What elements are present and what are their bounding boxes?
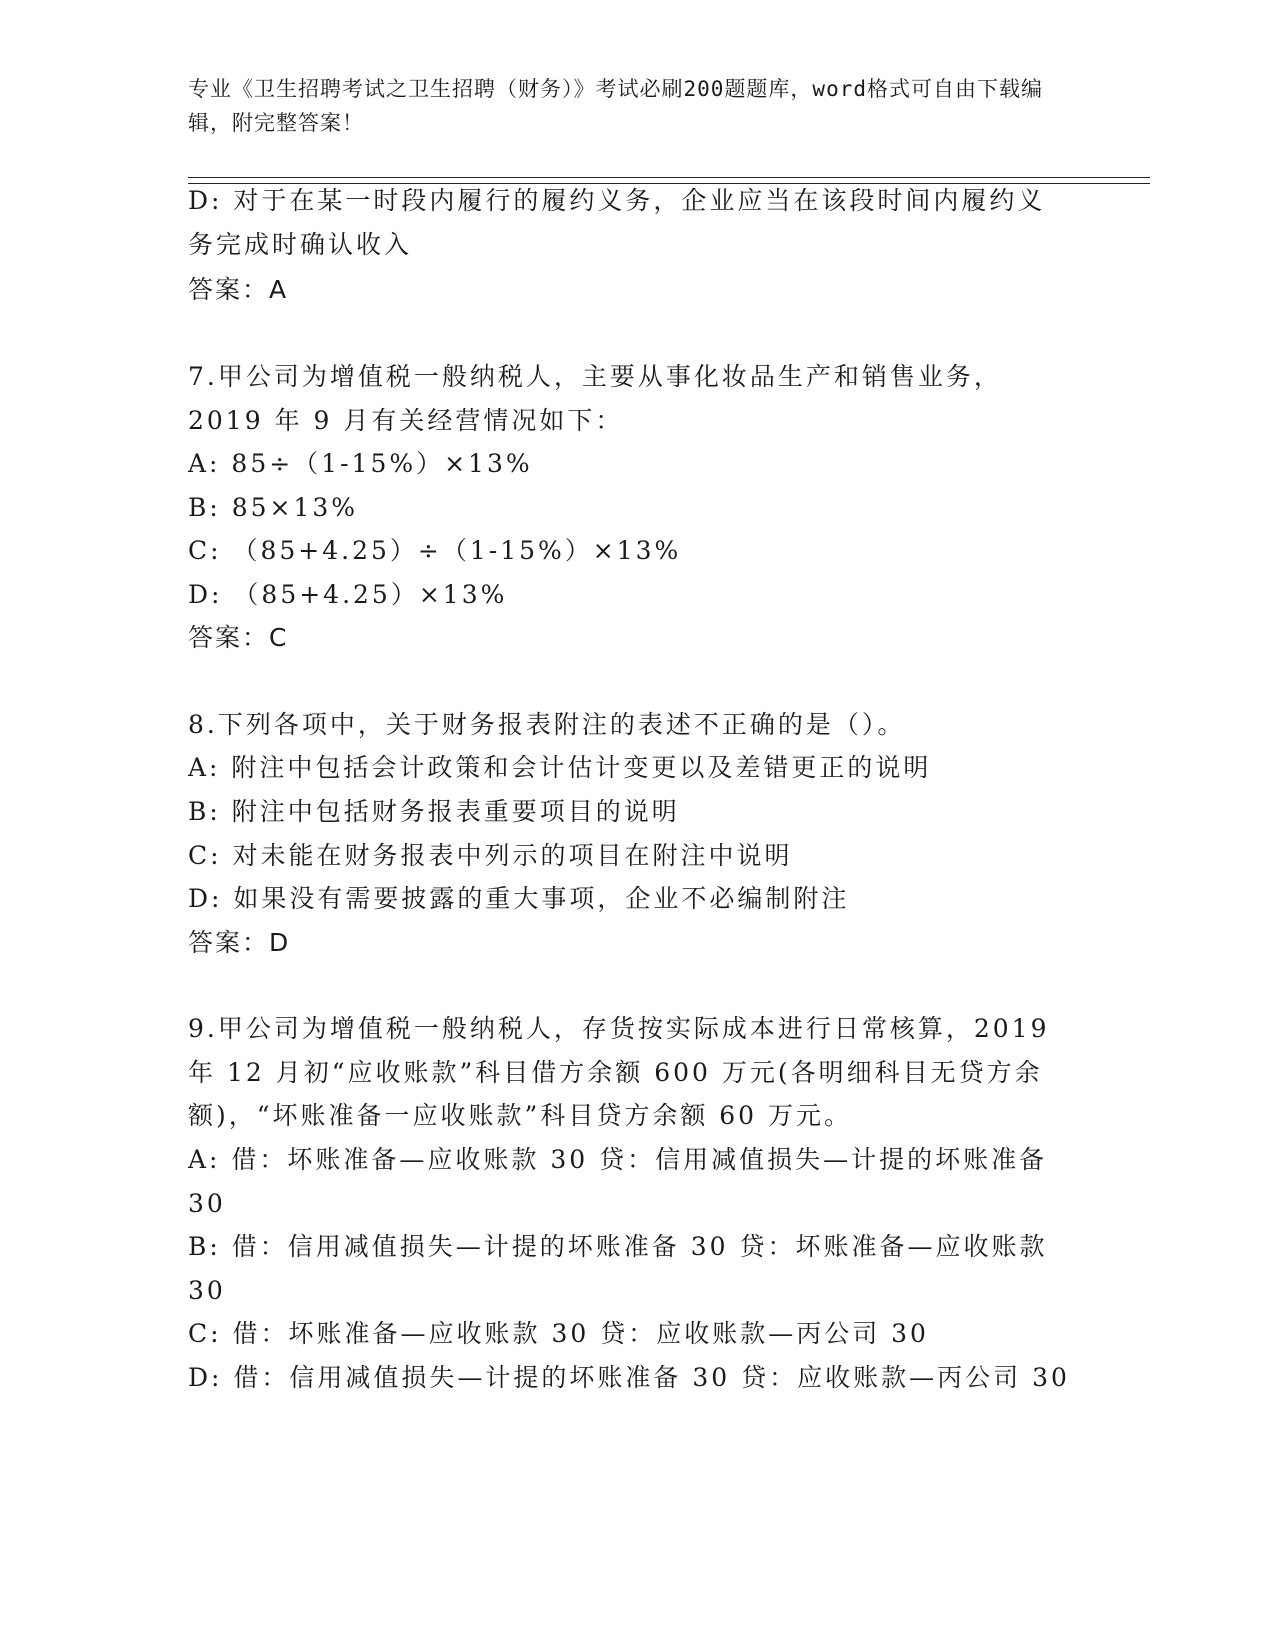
q9-option-c: C: 借：坏账准备—应收账款 30 贷：应收账款—丙公司 30: [188, 1319, 929, 1348]
q9-option-b-line1: B: 借：信用减值损失—计提的坏账准备 30 贷：坏账准备—应收账款: [188, 1232, 1048, 1261]
q8-option-d: D: 如果没有需要披露的重大事项，企业不必编制附注: [188, 884, 850, 913]
q8-option-b: B: 附注中包括财务报表重要项目的说明: [188, 797, 680, 826]
q8-option-c: C: 对未能在财务报表中列示的项目在附注中说明: [188, 841, 793, 870]
header-divider-top: [188, 177, 1150, 178]
q7-option-a: A: 85÷（1-15%）×13%: [188, 449, 533, 478]
q9-option-b-line2: 30: [188, 1276, 226, 1305]
q7-option-d: D: （85+4.25）×13%: [188, 580, 508, 609]
q8-option-a: A: 附注中包括会计政策和会计估计变更以及差错更正的说明: [188, 753, 932, 782]
q6-option-d-line1: D: 对于在某一时段内履行的履约义务，企业应当在该段时间内履约义: [188, 186, 1046, 215]
q9-stem-line3: 额)，“坏账准备一应收账款”科目贷方余额 60 万元。: [188, 1101, 853, 1130]
q9-option-a-line2: 30: [188, 1189, 226, 1218]
q8-stem: 8.下列各项中，关于财务报表附注的表述不正确的是（）。: [188, 710, 906, 739]
q7-answer: 答案：C: [188, 623, 289, 652]
q9-option-a-line1: A: 借：坏账准备—应收账款 30 贷：信用减值损失—计提的坏账准备: [188, 1145, 1048, 1174]
q7-stem-line1: 7.甲公司为增值税一般纳税人，主要从事化妆品生产和销售业务，: [188, 362, 1002, 391]
q8-answer: 答案：D: [188, 928, 291, 957]
q9-option-d: D: 借：信用减值损失—计提的坏账准备 30 贷：应收账款—丙公司 30: [188, 1363, 1070, 1392]
q6-answer: 答案：A: [188, 275, 289, 304]
q7-option-b: B: 85×13%: [188, 493, 359, 522]
page-header-title: 专业《卫生招聘考试之卫生招聘（财务）》考试必刷200题题库，word格式可自由下载编辑，附完整答案！: [188, 77, 1043, 135]
q9-stem-line2: 年 12 月初“应收账款”科目借方余额 600 万元(各明细科目无贷方余: [188, 1058, 1043, 1087]
q7-option-c: C: （85+4.25）÷（1-15%）×13%: [188, 536, 682, 565]
q9-stem-line1: 9.甲公司为增值税一般纳税人，存货按实际成本进行日常核算，2019: [188, 1014, 1050, 1043]
q7-stem-line2: 2019 年 9 月有关经营情况如下：: [188, 406, 624, 435]
q6-option-d-line2: 务完成时确认收入: [188, 230, 413, 259]
header-divider-bottom: [188, 183, 1150, 184]
